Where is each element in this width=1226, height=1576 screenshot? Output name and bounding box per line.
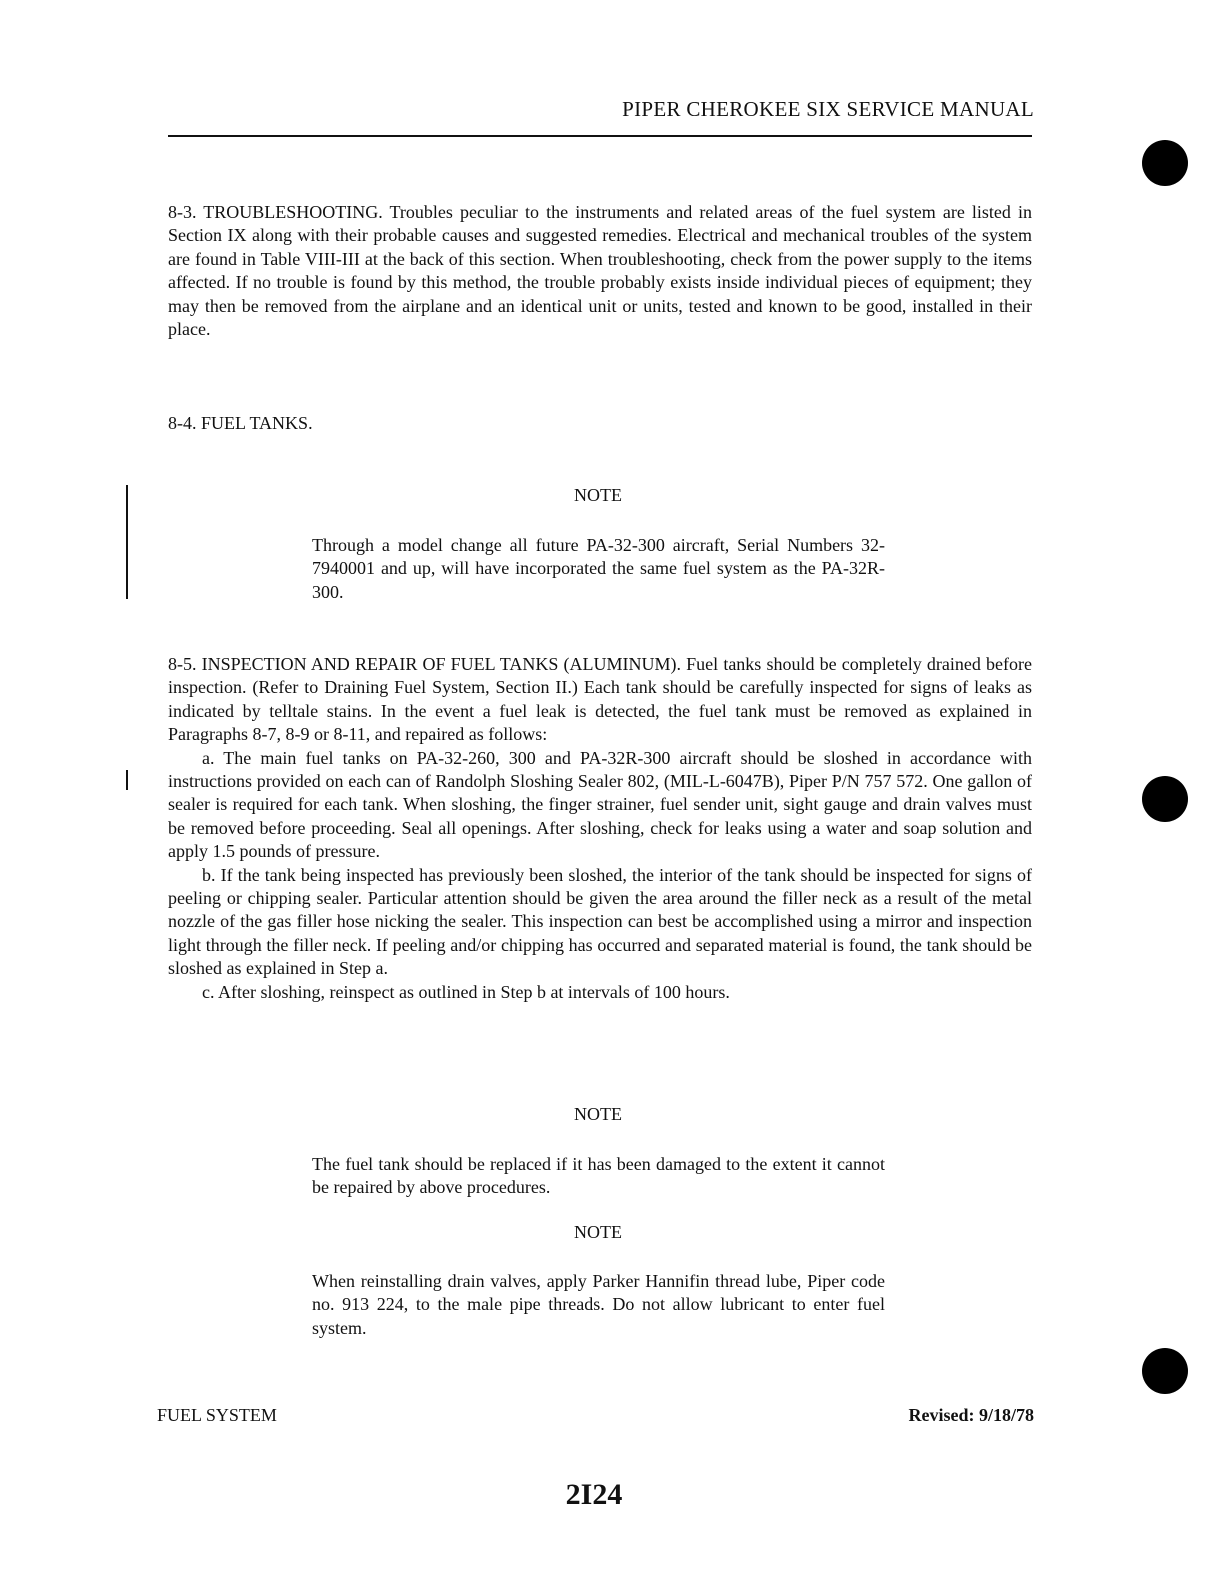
binder-hole-middle — [1142, 776, 1188, 822]
page-number: 2I24 — [565, 1478, 623, 1511]
troubleshooting-section — [168, 201, 1032, 341]
footer-section-name: FUEL SYSTEM — [157, 1405, 277, 1425]
binder-hole-bottom — [1142, 1348, 1188, 1394]
header-rule — [168, 135, 1032, 137]
inspection-step-b: b. If the tank being inspected has previously been sloshed, the interior of the tank should be inspected for signs of peeling or chipping sealer. Particular attention should be given the area around the filler neck as a result of the metal nozzle of the gas filler hose nicking the sealer. This inspection can best be accomplished using a mirror and inspection light through the filler neck. If peeling and/or chipping has occurred and separated material is found, the tank should be sloshed as explained in Step a. — [168, 864, 1032, 979]
footer-revision-date: Revised: 9/18/78 — [908, 1405, 1034, 1425]
troubleshooting-paragraph: 8-3. TROUBLESHOOTING. Troubles peculiar to the instruments and related areas of the fuel system are listed in Section IX along with their probable causes and suggested remedies. Electrical and mechanical troubles of the system are found in Table VIII-III at the back of this section. When troubleshooting, check from the power supply to the items affected. If no trouble is found by this method, the trouble probably exists inside individual pieces of equipment; they may then be removed from the airplane and an identical unit or units, tested and known to be good, installed in their place. — [168, 202, 1032, 340]
note-title-drain-valves: NOTE — [574, 1222, 622, 1242]
fuel-tanks-heading: 8-4. FUEL TANKS. — [168, 413, 313, 433]
revision-bar-note — [126, 485, 128, 599]
manual-title: PIPER CHEROKEE SIX SERVICE MANUAL — [622, 97, 1034, 121]
note-body-drain-valves: When reinstalling drain valves, apply Parker Hannifin thread lube, Piper code no. 913 224, to the male pipe threads. Do not allow lubricant to enter fuel system. — [312, 1271, 885, 1338]
inspection-step-a: a. The main fuel tanks on PA-32-260, 300 and PA-32R-300 aircraft should be sloshed in accordance with instructions provided on each can of Randolph Sloshing Sealer 802, (MIL-L-6047B), Piper P/N 757 572. One gallon of sealer is required for each tank. When sloshing, the finger strainer, fuel sender unit, sight gauge and drain valves must be removed before proceeding. Seal all openings. After sloshing, check for leaks using a water and soap solution and apply 1.5 pounds of pressure. — [168, 747, 1032, 862]
binder-hole-top — [1142, 140, 1188, 186]
note-title-replace-tank: NOTE — [574, 1104, 622, 1124]
revision-bar-step-a — [126, 770, 128, 790]
note-body-model-change: Through a model change all future PA-32-300 aircraft, Serial Numbers 32-7940001 and up, will have incorporated the same fuel system as the PA-32R-300. — [312, 535, 885, 602]
note-body-replace-tank: The fuel tank should be replaced if it has been damaged to the extent it cannot be repaired by above procedures. — [312, 1154, 885, 1198]
inspection-step-c: c. After sloshing, reinspect as outlined in Step b at intervals of 100 hours. — [202, 981, 730, 1002]
inspection-intro-paragraph: 8-5. INSPECTION AND REPAIR OF FUEL TANKS (ALUMINUM). Fuel tanks should be completely drained before inspection. (Refer to Draining Fuel System, Section II.) Each tank should be carefully inspected for signs of leaks as indicated by telltale stains. In the event a fuel leak is detected, the fuel tank must be removed as explained in Paragraphs 8-7, 8-9 or 8-11, and repaired as follows: — [168, 654, 1032, 745]
note-title-model-change: NOTE — [574, 485, 622, 505]
inspection-section — [168, 653, 1032, 1004]
